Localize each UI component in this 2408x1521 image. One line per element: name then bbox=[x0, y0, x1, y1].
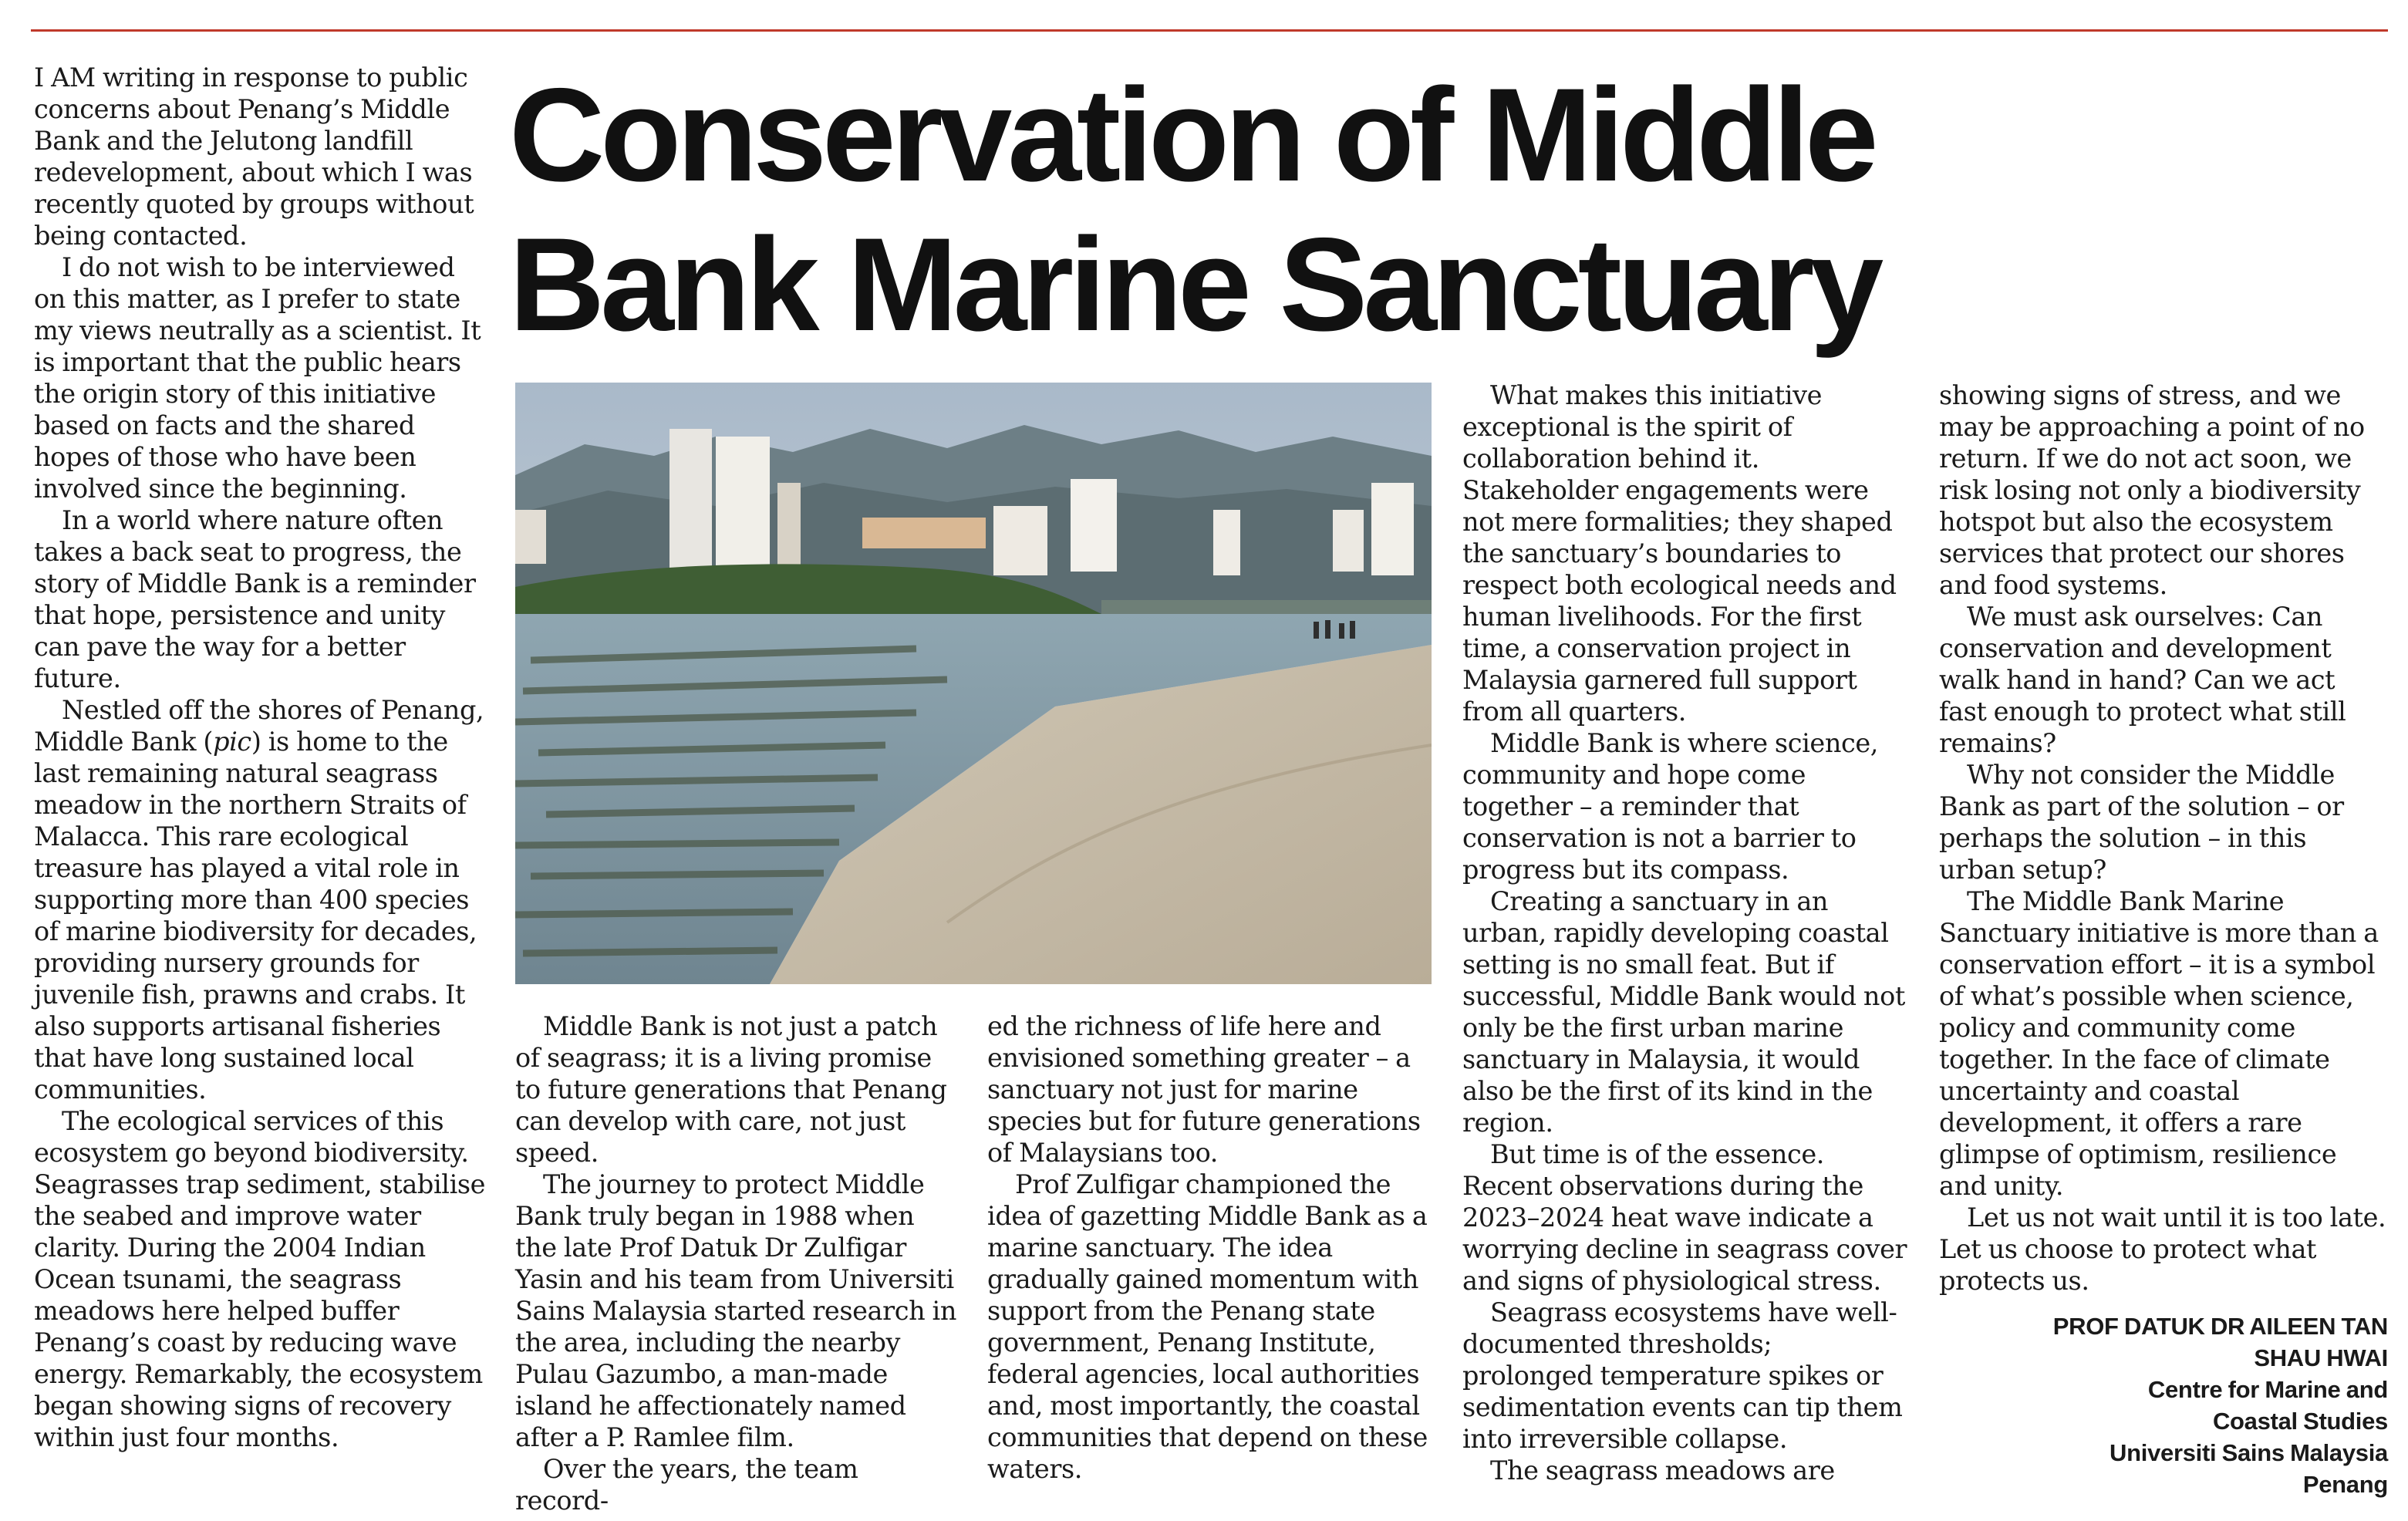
author-name-line-1: PROF DATUK DR AILEEN TAN bbox=[2052, 1313, 2388, 1340]
author-signature bbox=[1939, 1310, 2388, 1500]
paragraph: Seagrass ecosystems have well-documented thresholds; prolonged temperature spikes or sedimentation events can tip them into irreversible collapse. bbox=[1462, 1297, 1903, 1454]
paragraph: The seagrass meadows are bbox=[1490, 1455, 1835, 1486]
paragraph: Over the years, the team record- bbox=[515, 1454, 858, 1516]
paragraph: Prof Zulfigar championed the idea of gazetting Middle Bank as a marine sanctuary. The idea gradually gained momentum with support from the Penang state government, Penang Institute, federal agencies, local authorities and, most importantly, the coastal communities that depend on these waters. bbox=[987, 1169, 1428, 1484]
paragraph: Why not consider the Middle Bank as part of the solution – or perhaps the solution – in this urban setup? bbox=[1939, 760, 2344, 885]
headline bbox=[509, 60, 2175, 359]
top-rule bbox=[31, 29, 2388, 32]
paragraph: The journey to protect Middle Bank truly began in 1988 when the late Prof Datuk Dr Zulfigar Yasin and his team from Universiti Sains Malaysia started research in the area, including the nearby Pulau Gazumbo, a man-made island he affectionately named after a P. Ramlee film. bbox=[515, 1169, 957, 1452]
paragraph: The ecological services of this ecosystem go beyond biodiversity. Seagrasses trap sediment, stabilise the seabed and improve water clarity. During the 2004 Indian Ocean tsunami, the seagrass meadows here helped buffer Penang’s coast by reducing wave energy. Remarkably, the ecosystem began showing signs of recovery within just four months. bbox=[34, 1106, 486, 1452]
author-affiliation-line-2: Coastal Studies bbox=[2212, 1408, 2388, 1435]
article-column-4 bbox=[1462, 379, 1908, 1486]
author-affiliation-line-3: Universiti Sains Malaysia bbox=[2110, 1439, 2388, 1466]
headline-line-1: Conservation of Middle bbox=[509, 61, 1874, 209]
paragraph: The Middle Bank Marine Sanctuary initiative is more than a conservation effort – it is a symbol of what’s possible when science, policy and community come together. In the face of climate uncertainty and coastal development, it offers a rare glimpse of optimism, resilience and unity. bbox=[1939, 886, 2379, 1201]
article-column-2 bbox=[515, 1010, 958, 1516]
author-name-line-2: SHAU HWAI bbox=[2254, 1344, 2388, 1371]
article-column-1 bbox=[34, 62, 486, 1453]
paragraph: Let us not wait until it is too late. Let us choose to protect what protects us. bbox=[1939, 1202, 2386, 1296]
paragraph: Middle Bank is not just a patch of seagrass; it is a living promise to future generations that Penang can develop with care, not just speed. bbox=[515, 1011, 947, 1168]
article-column-5 bbox=[1939, 379, 2388, 1500]
paragraph: We must ask ourselves: Can conservation and development walk hand in hand? Can we act fast enough to protect what still remains? bbox=[1939, 602, 2346, 758]
paragraph: But time is of the essence. Recent observations during the 2023–2024 heat wave indicate a worrying decline in seagrass cover and signs of physiological stress. bbox=[1462, 1139, 1907, 1296]
pic-reference: pic bbox=[213, 727, 251, 757]
paragraph: Middle Bank is where science, community and hope come together – a reminder that conservation is not a barrier to progress but its compass. bbox=[1462, 728, 1879, 885]
paragraph-text: ) is home to the last remaining natural seagrass meadow in the northern Straits of Malacca. This rare ecological treasure has played a vital role in supporting more than 400 species of marine biodiversity for decades, providing nursery grounds for juvenile fish, prawns and crabs. It also supports artisanal fisheries that have long sustained local communities. bbox=[34, 727, 477, 1104]
headline-line-2: Bank Marine Sanctuary bbox=[509, 211, 1880, 359]
paragraph-text: Nestled off the shores of Penang, Middle Bank ( bbox=[34, 695, 484, 757]
paragraph: Creating a sanctuary in an urban, rapidly developing coastal setting is no small feat. But if successful, Middle Bank would not only be the first urban marine sanctuary in Malaysia, it would also be the first of its kind in the region. bbox=[1462, 886, 1905, 1138]
paragraph: I do not wish to be interviewed on this matter, as I prefer to state my views neutrally as a scientist. It is important that the public hears the origin story of this initiative based on facts and the shared hopes of those who have been involved since the beginning. bbox=[34, 252, 481, 504]
paragraph: showing signs of stress, and we may be approaching a point of no return. If we do not act soon, we risk losing not only a biodiversity hotspot but also the ecosystem services that protect our shores and food systems. bbox=[1939, 380, 2365, 600]
paragraph: What makes this initiative exceptional is the spirit of collaboration behind it. Stakeholder engagements were not mere formalities; they shaped the sanctuary’s boundaries to respect both ecological needs and human livelihoods. For the first time, a conservation project in Malaysia garnered full support from all quarters. bbox=[1462, 380, 1897, 727]
paragraph bbox=[34, 694, 486, 1105]
author-affiliation-line-1: Centre for Marine and bbox=[2147, 1376, 2388, 1403]
paragraph: I AM writing in response to public concerns about Penang’s Middle Bank and the Jelutong landfill redevelopment, about which I was recently quoted by groups without being contacted. bbox=[34, 62, 474, 251]
paragraph: ed the richness of life here and envisioned something greater – a sanctuary not just for marine species but for future generations of Malaysians too. bbox=[987, 1011, 1421, 1168]
author-affiliation-line-4: Penang bbox=[2302, 1471, 2388, 1498]
seagrass-tidal-flat-image bbox=[515, 383, 1432, 984]
middle-bank-photo bbox=[515, 383, 1432, 984]
paragraph: In a world where nature often takes a back seat to progress, the story of Middle Bank is a reminder that hope, persistence and unity can pave the way for a better future. bbox=[34, 505, 476, 693]
article-column-3 bbox=[987, 1010, 1433, 1485]
